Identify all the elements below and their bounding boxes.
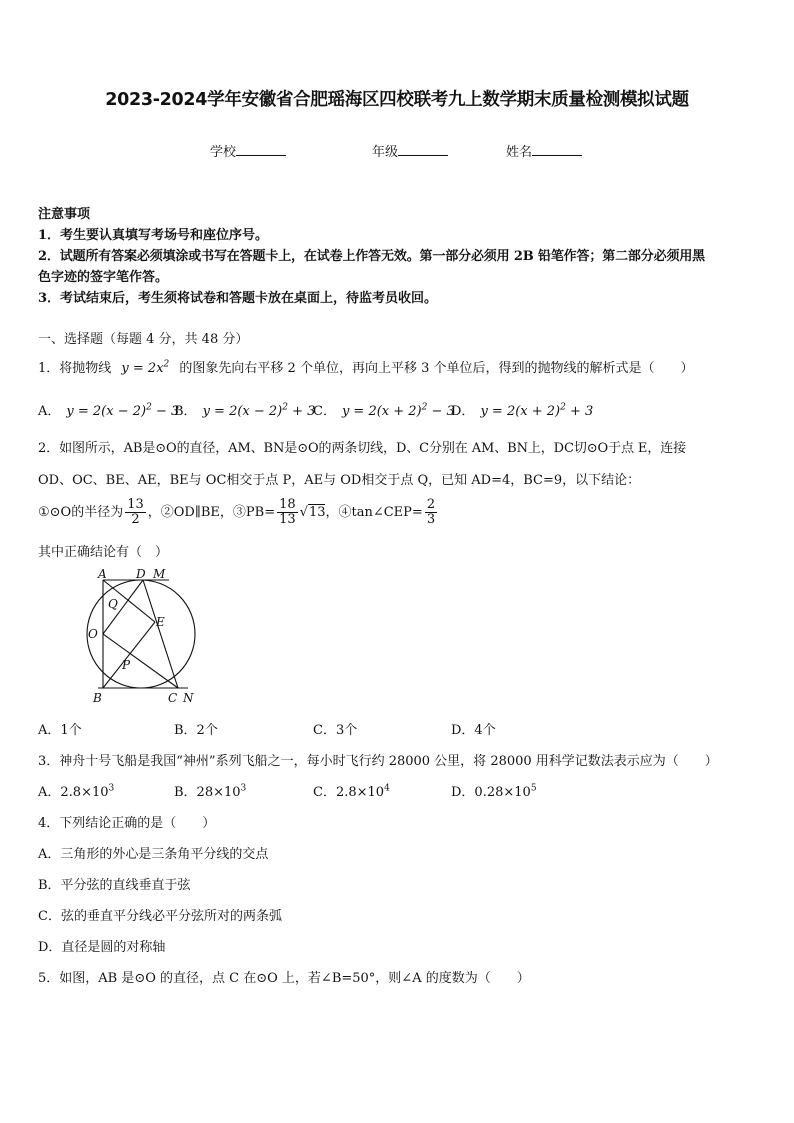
label-e: E — [156, 615, 165, 629]
q1-option-c: C． $y = 2(x + 2)^2 - 3$ — [313, 402, 455, 419]
note-item: 2．试题所有答案必须填涂或书写在答题卡上，在试卷上作答无效。第一部分必须用 2B 铅笔作答；第二部分必须用黑 — [38, 249, 706, 264]
q2-line-2: OD、OC、BE、AE，BE与 OC相交于点 P，AE与 OD相交于点 Q，已知 AD=4，BC=9，以下结论： — [38, 473, 641, 488]
label-m: M — [153, 567, 166, 581]
q1-option-b: B． $y = 2(x - 2)^2 + 3$ — [174, 402, 316, 419]
page-title: 2023-2024学年安徽省合肥瑶海区四校联考九上数学期末质量检测模拟试题 — [105, 90, 689, 110]
label-b: B — [93, 691, 102, 705]
label-q: Q — [108, 597, 118, 611]
q1-function: y = 2x — [121, 361, 164, 376]
q3-option-d: D．$0.28\times 10^5$ — [451, 783, 537, 800]
label-p: P — [122, 658, 131, 672]
q2-option-d: D．4个 — [451, 723, 496, 738]
q1-stem-post: 的图象先向右平移 2 个单位，再向上平移 3 个单位后，得到的抛物线的解析式是（ ） — [179, 361, 694, 376]
label-o: O — [88, 627, 98, 641]
note-item: 色字迹的签字笔作答。 — [38, 270, 169, 285]
label-d: D — [136, 567, 146, 581]
q4-option-c: C．弦的垂直平分线必平分弦所对的两条弧 — [38, 909, 282, 924]
school-label: 学校 — [210, 145, 237, 160]
q1-option-a: A． $y = 2(x - 2)^2 - 3$ — [38, 402, 180, 419]
line-be — [103, 622, 155, 688]
q2-line-1: 2．如图所示，AB是⊙O的直径，AM、BN是⊙O的两条切线，D、C分别在 AM、BN上，DC切⊙O于点 E，连接 — [38, 441, 687, 456]
name-field — [506, 141, 582, 160]
fraction: $\frac{13}{2}$ — [127, 496, 144, 527]
notes-heading: 注意事项 — [38, 207, 91, 222]
section-heading: 一、选择题（每题 4 分，共 48 分） — [38, 332, 249, 347]
q2-option-c: C．3个 — [313, 723, 358, 738]
question-1: 1．将抛物线 $y = 2x^2$ 的图象先向右平移 2 个单位，再向上平移 3 个单位后，得到的抛物线的解析式是（ ） — [38, 359, 694, 376]
grade-field — [372, 141, 448, 160]
label-n: N — [183, 691, 194, 705]
q4-option-a: A．三角形的外心是三条角平分线的交点 — [38, 847, 269, 862]
name-label: 姓名 — [506, 145, 533, 160]
fraction: $\frac{2}{3}$ — [426, 496, 436, 527]
label-c: C — [168, 691, 178, 705]
note-item: 3．考试结束后，考生须将试卷和答题卡放在桌面上，待监考员收回。 — [38, 291, 438, 306]
q4-stem: 4．下列结论正确的是（ ） — [38, 816, 216, 831]
school-field — [210, 141, 286, 160]
q1-stem-pre: 1．将抛物线 — [38, 361, 112, 376]
q5-stem: 5．如图，AB 是⊙O 的直径，点 C 在⊙O 上，若∠B=50°，则∠A 的度数为（ ） — [38, 971, 530, 986]
q3-option-b: B．$28\times 10^3$ — [174, 783, 247, 800]
q2-geometry-figure — [38, 566, 208, 708]
q4-option-b: B．平分弦的直线垂直于弦 — [38, 878, 191, 893]
fraction: $\frac{18}{13}$ — [279, 496, 296, 527]
name-blank — [532, 143, 582, 156]
q3-stem: 3．神舟十号飞船是我国“神州”系列飞船之一，每小时飞行约 28000 公里，将 28000 用科学记数法表示应为（ ） — [38, 754, 718, 769]
q1-option-d: D． $y = 2(x + 2)^2 + 3$ — [451, 402, 594, 419]
q3-option-c: C．$2.8\times 10^4$ — [313, 783, 390, 800]
line-dc — [143, 580, 178, 688]
q4-option-d: D．直径是圆的对称轴 — [38, 940, 166, 955]
note-item: 1．考生要认真填写考场号和座位序号。 — [38, 228, 269, 243]
q2-conclusions: ①⊙O的半径为 $\frac{13}{2}$ ，②OD∥BE，③PB= $\frac{18}{13}$ √13，④tan∠CEP= $\frac{2}{3}$ — [38, 496, 436, 527]
line-oc — [103, 634, 178, 688]
grade-label: 年级 — [372, 145, 399, 160]
q2-option-b: B．2个 — [174, 723, 218, 738]
q2-option-a: A．1个 — [38, 723, 82, 738]
q2-ask: 其中正确结论有（ ） — [38, 545, 169, 560]
grade-blank — [398, 143, 448, 156]
label-a: A — [98, 567, 107, 581]
q3-option-a: A．$2.8\times 10^3$ — [38, 783, 115, 800]
school-blank — [236, 143, 286, 156]
